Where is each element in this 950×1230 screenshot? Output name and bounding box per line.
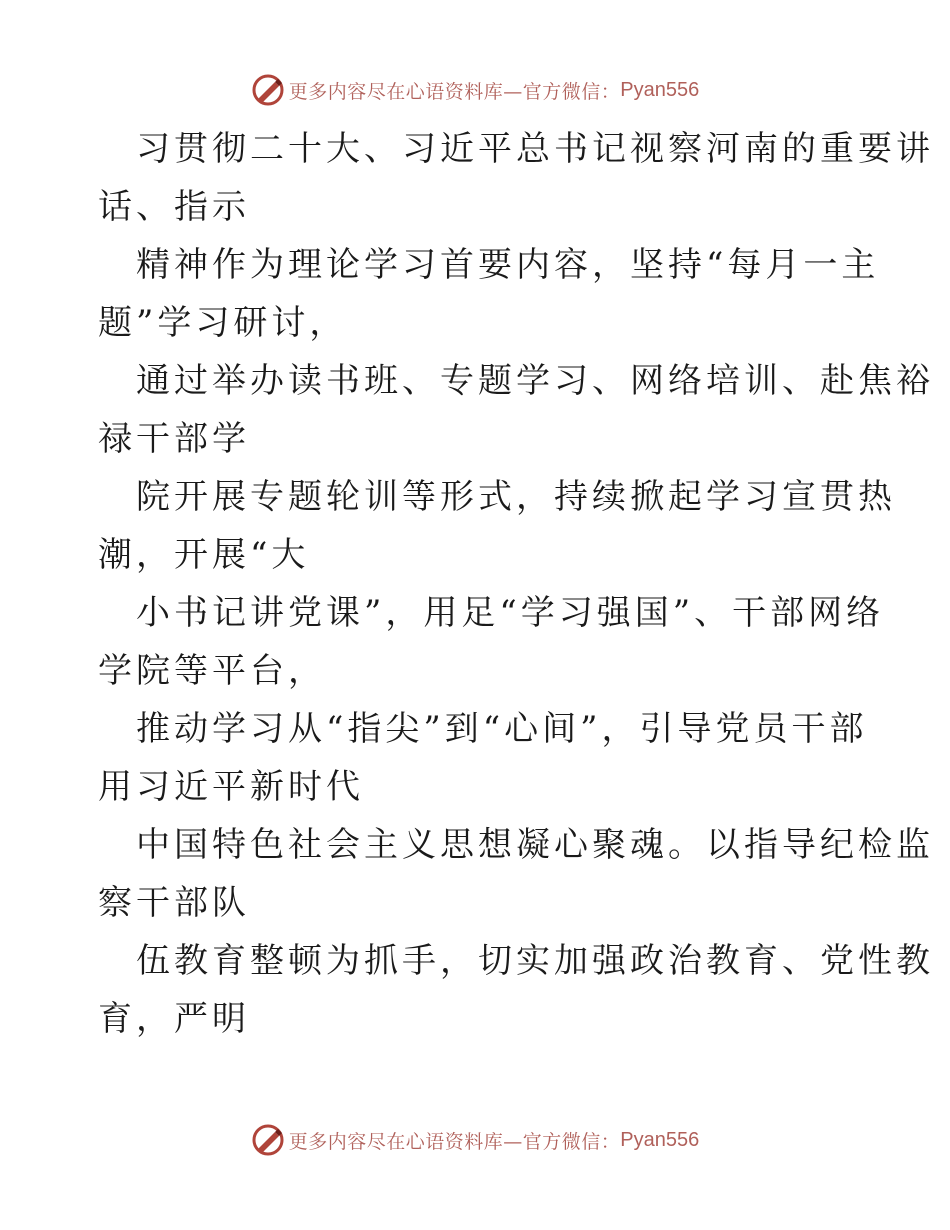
paragraph-line: 推动学习从“指尖”到“心间”，引导党员干部 <box>136 709 868 749</box>
watermark-text: 更多内容尽在心语资料库—官方微信： <box>288 80 621 103</box>
paragraph-line: 中国特色社会主义思想凝心聚魂。以指导纪检监 <box>136 825 934 865</box>
header-watermark <box>0 68 950 112</box>
paragraph <box>98 700 868 816</box>
paragraph-line: 用习近平新时代 <box>98 767 364 807</box>
paragraph-line: 院开展专题轮训等形式，持续掀起学习宣贯热 <box>136 477 896 517</box>
paragraph-line: 察干部队 <box>98 883 250 923</box>
paragraph-line: 通过举办读书班、专题学习、网络培训、赴焦裕 <box>136 361 934 401</box>
paragraph <box>98 352 934 468</box>
paragraph <box>98 584 885 700</box>
document-body <box>98 120 934 1048</box>
paragraph <box>98 816 934 932</box>
watermark-text: 更多内容尽在心语资料库—官方微信： <box>288 1130 621 1153</box>
paragraph-line: 精神作为理论学习首要内容，坚持“每月一主 <box>136 245 880 285</box>
paragraph-line: 题”学习研讨， <box>98 303 348 343</box>
watermark-wechat-id: Pyan556 <box>620 1128 700 1151</box>
paragraph-line: 习贯彻二十大、习近平总书记视察河南的重要讲 <box>136 129 934 169</box>
paragraph-line: 潮，开展“大 <box>98 535 310 575</box>
paragraph <box>98 236 880 352</box>
paragraph-line: 禄干部学 <box>98 419 250 459</box>
paragraph-line: 伍教育整顿为抓手，切实加强政治教育、党性教 <box>136 941 934 981</box>
paragraph <box>98 932 934 1048</box>
footer-watermark <box>0 1118 950 1162</box>
pen-logo-icon <box>251 1123 285 1157</box>
paragraph-line: 话、指示 <box>98 187 250 227</box>
paragraph-line: 育，严明 <box>98 999 250 1039</box>
paragraph <box>98 120 934 236</box>
pen-logo-icon <box>251 73 285 107</box>
paragraph-line: 小书记讲党课”，用足“学习强国”、干部网络 <box>136 593 885 633</box>
watermark-wechat-id: Pyan556 <box>620 78 700 101</box>
paragraph <box>98 468 896 584</box>
paragraph-line: 学院等平台， <box>98 651 326 691</box>
